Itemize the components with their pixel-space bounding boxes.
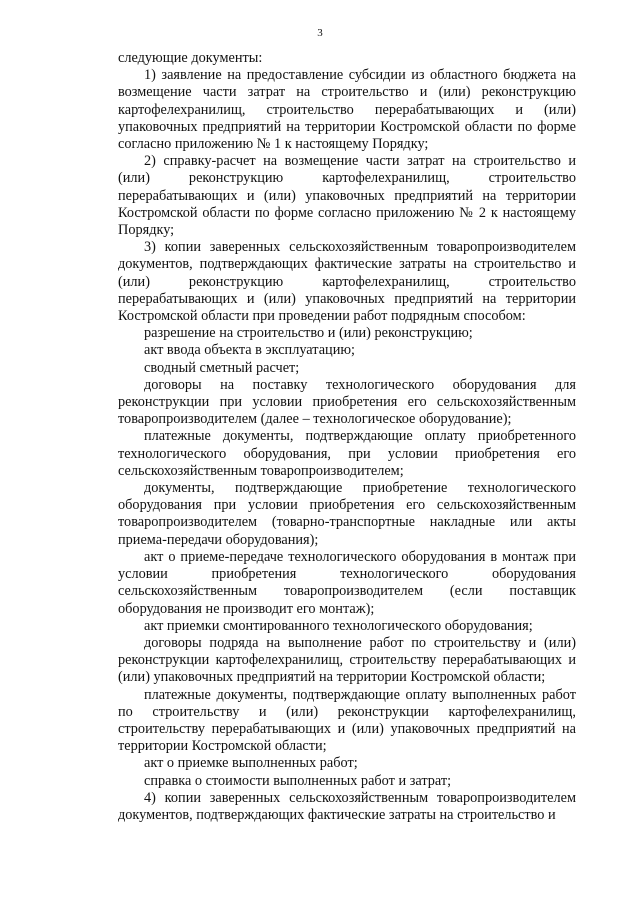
paragraph: платежные документы, подтверждающие оплату выполненных работ по строительству и (или) реконструкции картофелехранилищ, строительству перерабатывающих и (или) упаковочных предприятий на территории Костромской области;	[118, 686, 576, 755]
paragraph: разрешение на строительство и (или) реконструкцию;	[144, 325, 473, 342]
paragraph: сводный сметный расчет;	[144, 359, 300, 376]
paragraph: акт о приемке выполненных работ;	[144, 755, 358, 772]
paragraph: договоры на поставку технологического оборудования для реконструкции при условии приобретения его сельскохозяйственным товаропроизводителем (далее – технологическое оборудование);	[118, 376, 576, 428]
paragraph: 3) копии заверенных сельскохозяйственным товаропроизводителем документов, подтверждающих фактические затраты на строительство и (или) реконструкцию картофелехранилищ, строительство перерабатывающих и (или) упаковочных предприятий на территории Костромской области при проведении работ подрядным способом:	[118, 239, 576, 325]
paragraph: платежные документы, подтверждающие оплату приобретенного технологического оборудования, при условии приобретения его сельскохозяйственным товаропроизводителем;	[118, 428, 576, 479]
paragraph: справка о стоимости выполненных работ и затрат;	[144, 772, 452, 789]
paragraph: 4) копии заверенных сельскохозяйственным товаропроизводителем документов, подтверждающих фактические затраты на строительство и	[118, 789, 576, 823]
paragraph: акт приемки смонтированного технологического оборудования;	[144, 617, 533, 634]
paragraph: договоры подряда на выполнение работ по строительству и (или) реконструкции картофелехранилищ, строительству перерабатывающих и (или) упаковочных предприятий на территории Костромской области;	[118, 634, 576, 686]
paragraph: акт ввода объекта в эксплуатацию;	[144, 342, 356, 359]
paragraph: следующие документы:	[118, 50, 263, 66]
paragraph: документы, подтверждающие приобретение технологического оборудования при условии приобретения его сельскохозяйственным товаропроизводителем (товарно-транспортные накладные или акты приема-передачи оборудования);	[118, 480, 576, 548]
paragraph: 2) справку-расчет на возмещение части затрат на строительство и (или) реконструкцию картофелехранилищ, строительство перерабатывающих и (или) упаковочных предприятий на территории Костромской области по форме согласно приложению № 2 к настоящему Порядку;	[118, 153, 576, 239]
page-number: 3	[317, 27, 323, 39]
document-body	[118, 50, 576, 824]
paragraph: акт о приеме-передаче технологического оборудования в монтаж при условии приобретения технологического оборудования сельскохозяйственным товаропроизводителем (если поставщик оборудования не производит его монтаж);	[118, 548, 576, 617]
paragraph: 1) заявление на предоставление субсидии из областного бюджета на возмещение части затрат на строительство и (или) реконструкцию картофелехранилищ, строительство перерабатывающих и (или) упаковочных предприятий на территории Костромской области по форме согласно приложению № 1 к настоящему Порядку;	[118, 67, 576, 153]
